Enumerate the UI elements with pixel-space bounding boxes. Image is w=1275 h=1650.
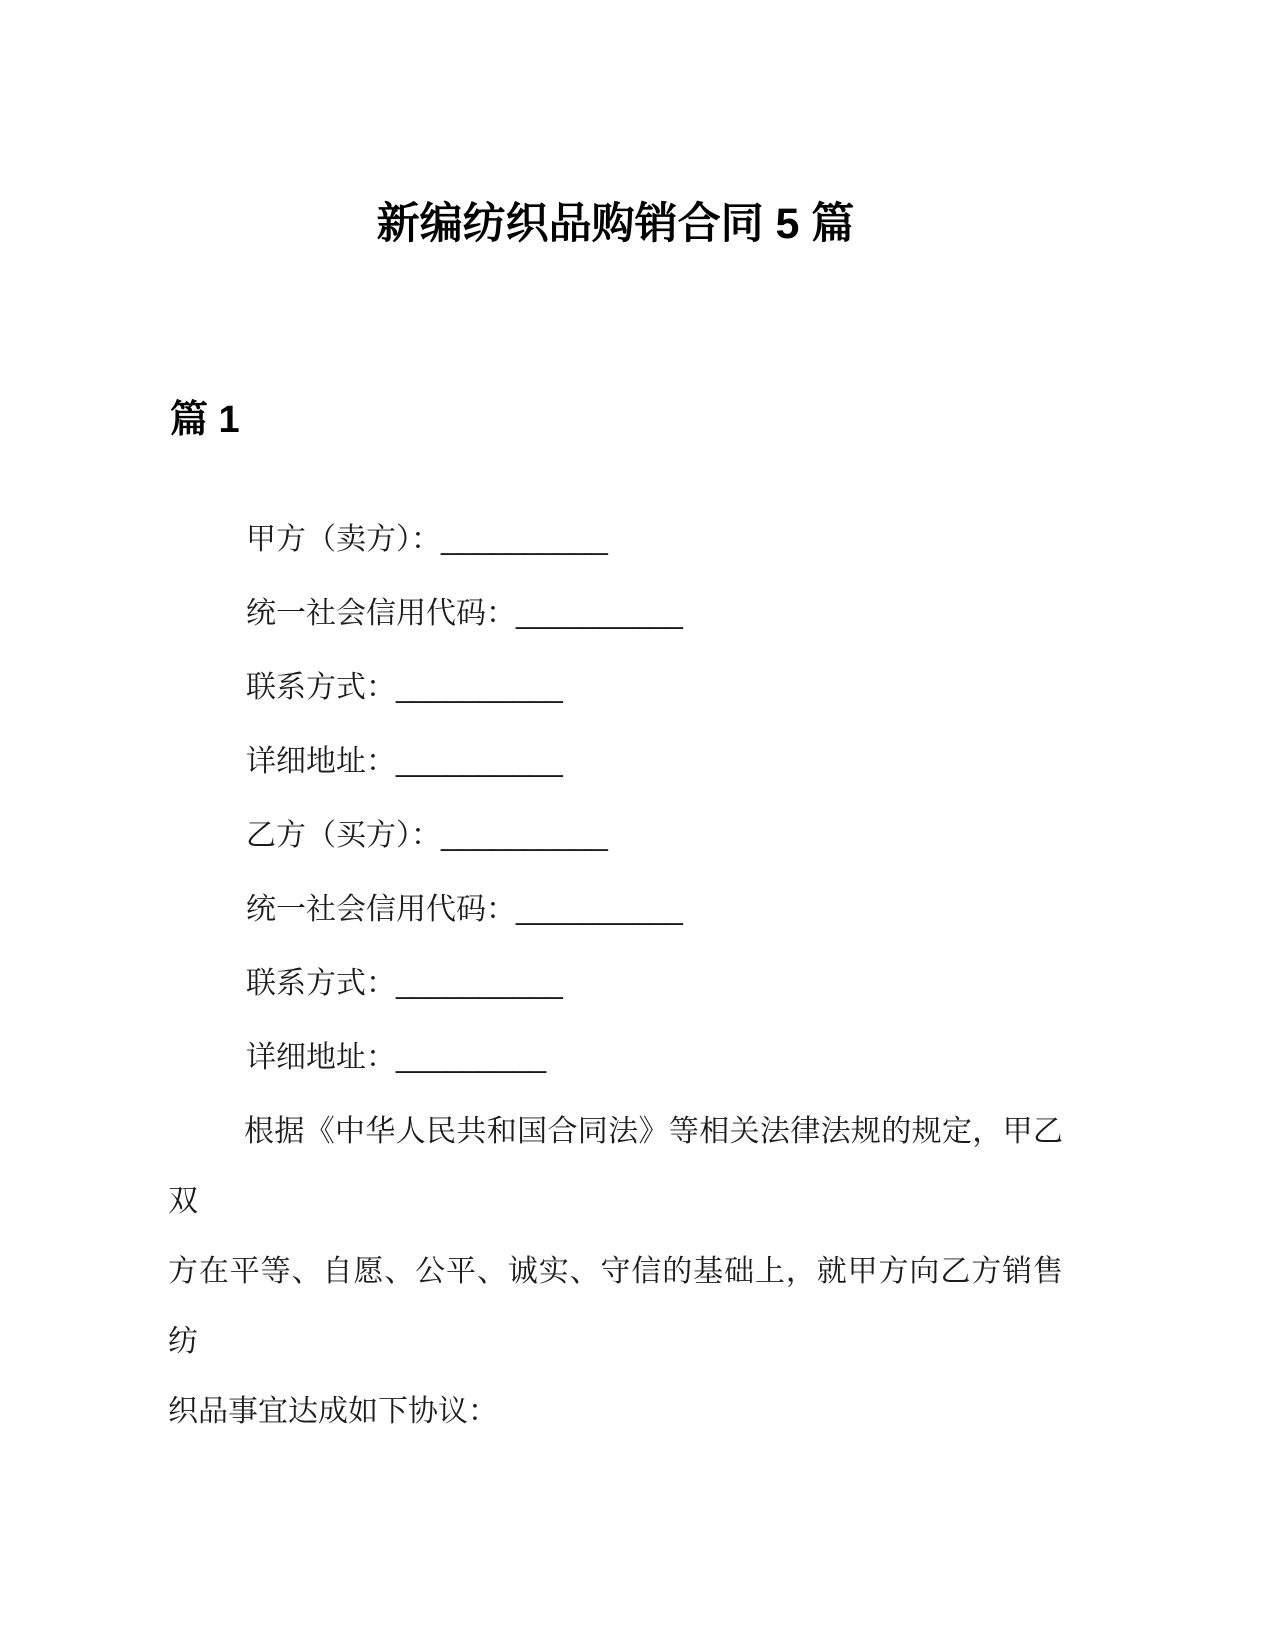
field-label: 详细地址： (246, 1041, 396, 1074)
document-title: 新编纺织品购销合同 5 篇 (376, 200, 855, 248)
paragraph-line: 织品事宜达成如下协议： (168, 1395, 498, 1428)
field-line-credit-code-b (168, 873, 1063, 947)
field-label: 统一社会信用代码： (246, 597, 516, 630)
section-heading: 篇 1 (170, 399, 240, 441)
paragraph-line: 方在平等、自愿、公平、诚实、守信的基础上，就甲方向乙方销售纺 (168, 1255, 1063, 1358)
blank-line: __________ (396, 967, 563, 1000)
field-line-party-b (168, 799, 1063, 873)
field-label: 统一社会信用代码： (246, 893, 516, 926)
blank-line: __________ (441, 523, 608, 556)
field-line-address-a (168, 725, 1063, 799)
field-line-party-a (168, 503, 1063, 577)
blank-line: __________ (441, 819, 608, 852)
blank-line: __________ (516, 893, 683, 926)
blank-line: __________ (516, 597, 683, 630)
paragraph-line: 根据《中华人民共和国合同法》等相关法律法规的规定，甲乙双 (168, 1115, 1063, 1218)
blank-line: _________ (396, 1041, 547, 1074)
contract-party-fields (168, 503, 1063, 1095)
field-label: 联系方式： (246, 967, 396, 1000)
blank-line: __________ (396, 745, 563, 778)
contract-intro-paragraph (168, 1097, 1063, 1447)
field-line-address-b (168, 1021, 1063, 1095)
field-label: 甲方（卖方）： (246, 523, 441, 556)
field-line-contact-a (168, 651, 1063, 725)
field-label: 详细地址： (246, 745, 396, 778)
blank-line: __________ (396, 671, 563, 704)
field-line-credit-code-a (168, 577, 1063, 651)
field-label: 联系方式： (246, 671, 396, 704)
field-label: 乙方（买方）： (246, 819, 441, 852)
field-line-contact-b (168, 947, 1063, 1021)
